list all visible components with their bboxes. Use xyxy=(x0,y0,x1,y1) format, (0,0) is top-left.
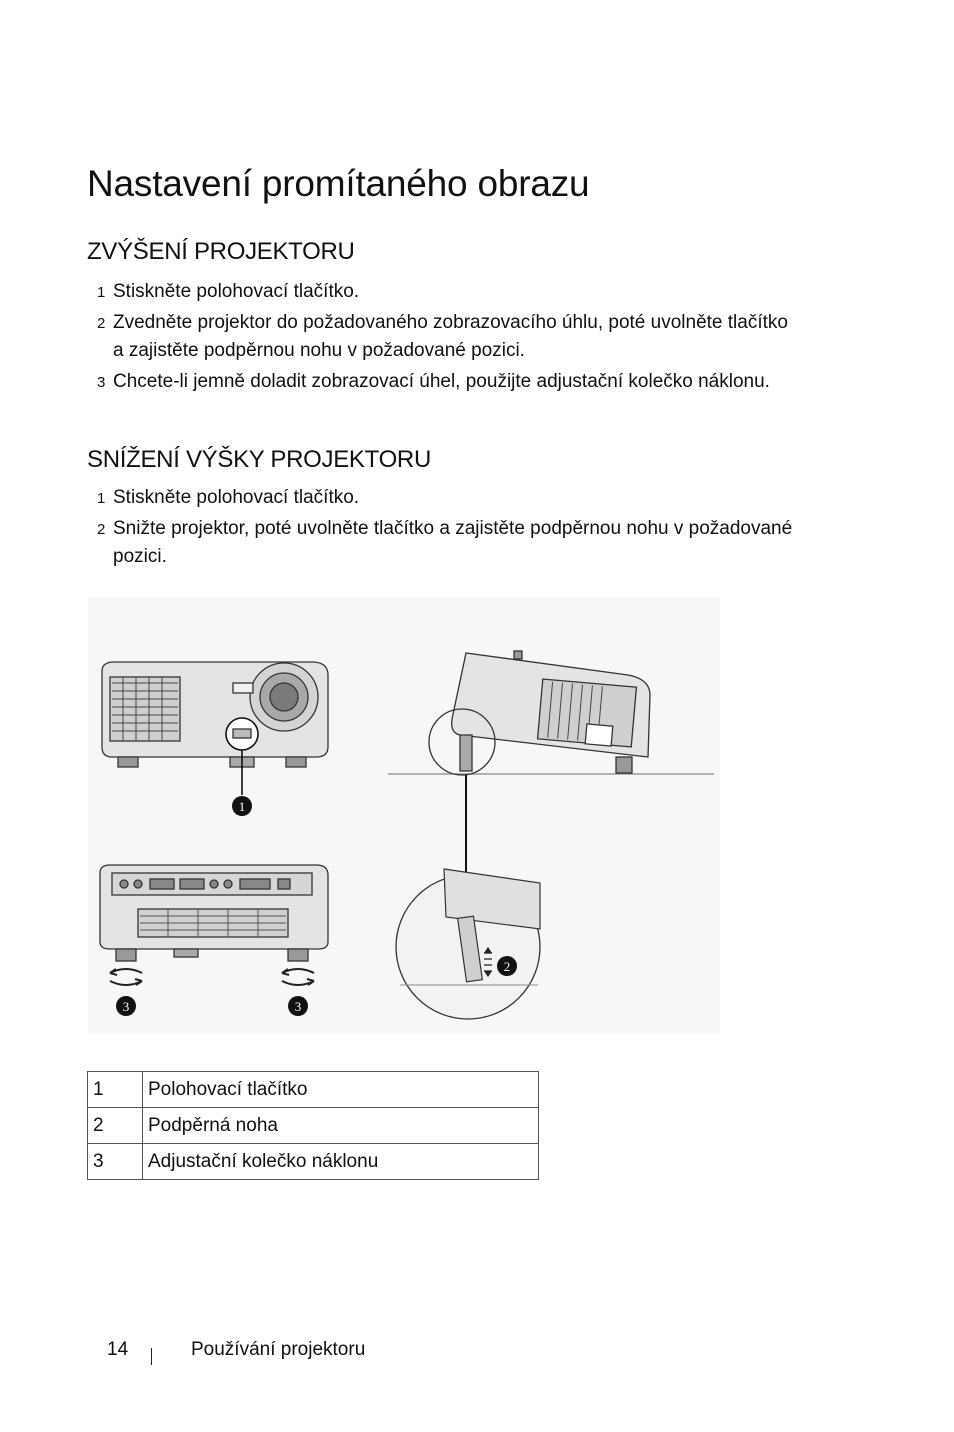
page-number: 14 xyxy=(107,1339,129,1360)
step-number: 2 xyxy=(97,521,106,538)
table-row xyxy=(88,1072,539,1108)
step-item xyxy=(95,278,795,306)
legend-label: Adjustační kolečko náklonu xyxy=(143,1144,539,1180)
step-item xyxy=(95,309,795,365)
steps-raise-list xyxy=(95,278,795,399)
step-text: Stiskněte polohovací tlačítko. xyxy=(113,281,360,302)
callout-3-left: 3 xyxy=(122,999,130,1014)
page-title: Nastavení promítaného obrazu xyxy=(87,163,590,204)
step-text: Zvedněte projektor do požadovaného zobrazovacího úhlu, poté uvolněte tlačítko a zajistěte podpěrnou nohu v požadované pozici. xyxy=(113,312,788,361)
legend-number: 3 xyxy=(88,1144,143,1180)
step-item xyxy=(95,368,795,396)
step-number: 1 xyxy=(97,490,106,507)
table-row xyxy=(88,1144,539,1180)
projector-front-view xyxy=(102,662,328,767)
legend-number: 2 xyxy=(88,1108,143,1144)
callout-2: 2 xyxy=(503,959,511,974)
steps-lower-list xyxy=(95,484,795,574)
footer-divider xyxy=(151,1348,152,1365)
step-text: Chcete-li jemně doladit zobrazovací úhel, použijte adjustační kolečko náklonu. xyxy=(113,371,770,392)
projector-rear-view xyxy=(100,865,328,961)
step-number: 1 xyxy=(97,284,106,301)
legend-number: 1 xyxy=(88,1072,143,1108)
section-heading-raise: ZVÝŠENÍ PROJEKTORU xyxy=(87,238,355,265)
step-text: Snižte projektor, poté uvolněte tlačítko a zajistěte podpěrnou nohu v požadované pozici. xyxy=(113,518,793,567)
section-heading-lower: SNÍŽENÍ VÝŠKY PROJEKTORU xyxy=(87,446,431,473)
callout-1: 1 xyxy=(238,799,246,814)
step-number: 3 xyxy=(97,374,106,391)
step-number: 2 xyxy=(97,315,106,332)
legend-label: Polohovací tlačítko xyxy=(143,1072,539,1108)
callout-3-right: 3 xyxy=(294,999,302,1014)
table-row xyxy=(88,1108,539,1144)
step-item xyxy=(95,484,795,512)
footer-section-title: Používání projektoru xyxy=(191,1339,366,1360)
step-text: Stiskněte polohovací tlačítko. xyxy=(113,487,360,508)
step-item xyxy=(95,515,795,571)
projector-illustration xyxy=(88,597,720,1034)
legend-table xyxy=(87,1071,539,1180)
legend-label: Podpěrná noha xyxy=(143,1108,539,1144)
